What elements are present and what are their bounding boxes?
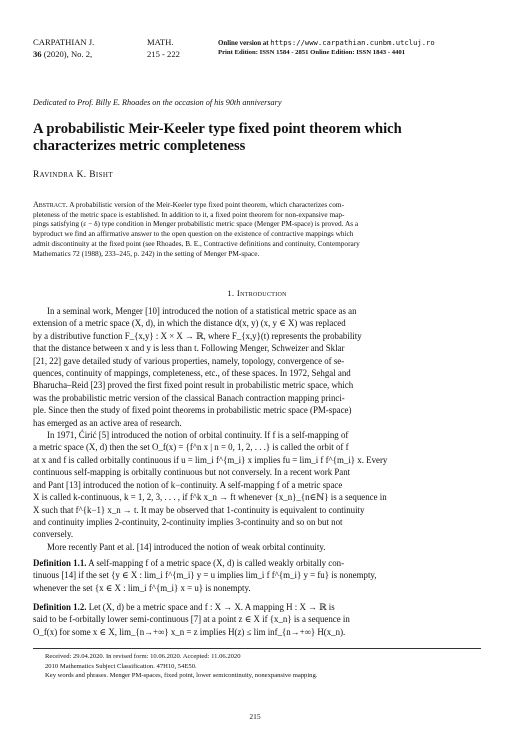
page-number: 215 [249,712,261,721]
math-label: MATH. [147,37,174,47]
journal-name: CARPATHIAN J. [33,37,95,47]
author-name: Ravindra K. Bisht [33,170,114,180]
paper-title: A probabilistic Meir-Keeler type fixed point theorem which characterizes metric completeness [33,121,402,154]
abstract-label: Abstract. [33,200,68,209]
footnotes [45,652,481,681]
keywords: Key words and phrases. Menger PM-spaces, fixed point, lower semicontinuity, nonexpansive mapping. [45,672,318,679]
journal-url-link[interactable]: https://www.carpathian.cunbm.utcluj.ro [270,38,435,47]
msc-classification: 2010 Mathematics Subject Classification. 47H10, 54E50. [45,662,197,670]
received-dates: Received: 29.04.2020. In revised form: 10.06.2020. Accepted: 11.06.2020 [45,653,241,660]
dedication: Dedicated to Prof. Billy E. Rhoades on the occasion of his 90th anniversary [33,98,282,107]
abstract: Abstract. A probabilistic version of the Meir-Keeler type fixed point theorem, which characterizes com- pleteness of the metric space is established. In addition to it, a fixed point theorem for non-expansive map- pings satisfying (ε − δ) type condition in Menger probabilistic metric space (Menger PM-space) is proved. As a byproduct we find an affirmative answer to the open question on the existence of contractive mappings which admit discontinuity at the fixed point (see Rhoades, B. E., Contractive definitions and continuity, Contemporary Mathematics 72 (1988), 233–245, p. 242) in the setting of Menger PM-space. [33,200,360,258]
intro-text: In a seminal work, Menger [10] introduced the notion of a statistical metric space as an extension of a metric space (X, d), in which the distance d(x, y) (x, y ∈ X) was replaced by a distributive function F_{x,y} : X × X → ℝ, where F_{x,y}(t) represents the probability that the distance between x and y is less than t. Following Menger, Schweizer and Sklar [21, 22] gave detailed study of various properties, namely, topology, convergence of se- quences, continuity of mappings, completeness, etc., of these spaces. In 1972, Sehgal and Bharucha–Reid [23] proved the first fixed point result in probabilistic metric space, which was the probabilistic metric version of the classical Banach contraction mapping princi- ple. Since then the study of fixed point theorems in probabilistic metric space (PM-space) has emerged as an active area of research. In 1971, Ćirić [5] introduced the notion of orbital continuity. If f is a self-mapping of a metric space (X, d) then the set O_f(x) = {f^n x | n = 0, 1, 2, . . .} is called the orbit of f at x and f is called orbitally continuous if u = lim_i f^{m_i} x implies fu = lim_i f f^{m_i} x. Every continuous self-mapping is orbitally continuous but not conversely. In a recent work Pant and Pant [13] introduced the notion of k−continuity. A self-mapping f of a metric space X is called k-continuous, k = 1, 2, 3, . . . , if f^k x_n → ft whenever {x_n}_{n∈ℕ} is a sequence in X such that f^{k−1} x_n → t. It may be observed that 1-continuity is equivalent to continuity and continuity implies 2-continuity, 2-continuity implies 3-continuity and so on but not conversely. More recently Pant et al. [14] introduced the notion of weak orbital continuity. [33,306,388,552]
definition-1-2: Definition 1.2. Let (X, d) be a metric space and f : X → X. A mapping H : X → ℝ is said to be f-orbitally lower semi-continuous [7] at a point z ∈ X if {x_n} is a sequence in O_f(x) for some x ∈ X, lim_{n→+∞} x_n = z implies H(z) ≤ lim inf_{n→+∞} H(x_n). [33,602,350,637]
online-line: Online version at https://www.carpathian.cunbm.utcluj.ro [218,38,435,47]
issn-line: Print Edition: ISSN 1584 - 2851 Online Edition: ISSN 1843 - 4401 [218,49,406,56]
definition-label: Definition 1.1. [33,558,87,568]
volume-info: 36 (2020), No. 2, [33,49,93,59]
page-range: 215 - 222 [147,49,180,59]
footnote-divider [33,648,481,649]
definition-label: Definition 1.2. [33,602,87,612]
section-heading: 1. Introduction [227,288,287,298]
definition-1-1: Definition 1.1. A self-mapping f of a metric space (X, d) is called weakly orbitally con- tinuous [14] if the set {y ∈ X : lim_i f^{m_i} y = u implies lim_i f f^{m_i} y = fu} is nonempty, whenever the set {x ∈ X : lim_i f^{m_i} x = u} is nonempty. [33,558,377,593]
